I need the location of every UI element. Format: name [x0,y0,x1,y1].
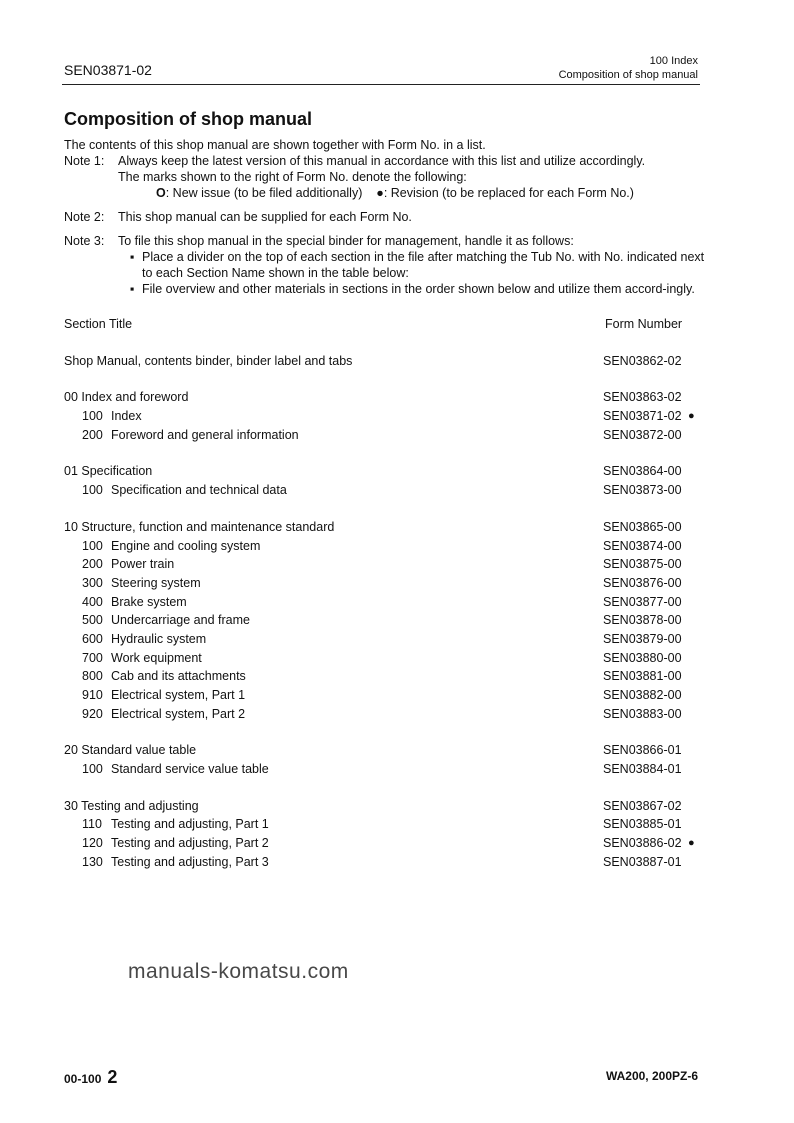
form-number: SEN03877-00 [603,594,682,609]
form-number: SEN03864-00 [603,464,682,479]
bullet-text: File overview and other materials in sections in the order shown below and utilize them accord-ingly. [142,282,695,296]
footer-code: 00-100 [64,1072,102,1086]
revision-mark-icon: ● [688,837,695,850]
form-number: SEN03885-01 [603,817,682,832]
note-text: This shop manual can be supplied for each Form No. [118,210,412,224]
table-row [64,611,704,630]
section-name: Work equipment [111,650,202,665]
section-title: 30 Testing and adjusting [64,798,199,813]
section-name: Engine and cooling system [111,538,261,553]
note-text: To file this shop manual in the special binder for management, handle it as follows: [118,234,574,248]
section-name: Foreword and general information [111,427,299,442]
form-number: SEN03879-00 [603,631,682,646]
section-title: 10 Structure, function and maintenance standard [64,519,335,534]
section-number: 110 [82,817,102,832]
intro-notes [64,137,706,297]
table-row [64,705,704,724]
table-row [64,537,704,556]
table-row [64,574,704,593]
section-name: Index [111,409,142,424]
note-text: The marks shown to the right of Form No. denote the following: [118,170,467,184]
section-number: 100 [82,409,103,424]
section-group [64,518,704,724]
form-number: SEN03881-00 [603,669,682,684]
form-number: SEN03886-02 [603,836,682,851]
new-issue-mark-icon: O [156,186,166,200]
section-title: 20 Standard value table [64,743,197,758]
section-group [64,462,704,499]
table-row [64,667,704,686]
section-number: 120 [82,836,103,851]
form-number: SEN03863-02 [603,390,682,405]
table-row [64,853,704,872]
section-group [64,741,704,778]
table-row [64,741,704,760]
table-row [64,630,704,649]
table-row [64,426,704,445]
form-number: SEN03867-02 [603,798,682,813]
section-title: 00 Index and foreword [64,390,189,405]
form-number: SEN03862-02 [603,353,682,368]
section-number: 600 [82,631,103,646]
page-content [64,137,706,872]
table-row [64,388,704,407]
section-number: 200 [82,427,103,442]
section-name: Specification and technical data [111,483,287,498]
form-number: SEN03887-01 [603,854,682,869]
note-text: Always keep the latest version of this manual in accordance with this list and utilize accordingly. [118,154,646,168]
table-row [64,407,704,426]
section-name: Testing and adjusting, Part 3 [111,854,269,869]
section-number: 500 [82,613,103,628]
section-number: 920 [82,706,103,721]
form-number: SEN03865-00 [603,519,682,534]
note-3 [64,233,706,297]
note-label: Note 2: [64,210,105,224]
table-row [64,352,704,371]
section-name: Steering system [111,575,201,590]
footer-page [64,1067,117,1088]
form-number: SEN03878-00 [603,613,682,628]
section-number: 130 [82,854,103,869]
intro-text: The contents of this shop manual are shown together with Form No. in a list. [64,138,486,152]
section-number: 300 [82,575,103,590]
form-number: SEN03884-01 [603,762,682,777]
section-name: Cab and its attachments [111,669,246,684]
table-row [64,518,704,537]
section-name: Electrical system, Part 1 [111,688,246,702]
section-title: Shop Manual, contents binder, binder label and tabs [64,353,353,368]
table-row [64,797,704,816]
section-number: 100 [82,483,103,498]
note-label: Note 3: [64,234,105,248]
page-title: Composition of shop manual [64,109,312,129]
section-number: 200 [82,557,103,572]
revision-mark-icon: ● [688,410,695,423]
section-name: Testing and adjusting, Part 1 [111,817,269,832]
mark-legend [118,185,706,201]
header-section-name: 100 Index [649,55,698,67]
section-group [64,388,704,444]
section-number: 100 [82,538,103,553]
new-issue-text: : New issue (to be filed additionally) [165,186,363,200]
table-row [64,481,704,500]
contents-table [64,315,704,872]
column-header-section: Section Title [64,317,133,331]
document-number: SEN03871-02 [64,62,152,78]
note-label: Note 1: [64,154,105,168]
form-number: SEN03871-02 [603,409,682,424]
section-group [64,797,704,872]
footer-model: WA200, 200PZ-6 [605,1069,698,1083]
form-number: SEN03866-01 [603,743,682,758]
section-group [64,352,704,371]
page-number: 2 [107,1067,118,1087]
section-name: Standard service value table [111,762,269,777]
table-row [64,462,704,481]
form-number: SEN03875-00 [603,557,682,572]
bullet-text: Place a divider on the top of each section in the file after matching the Tub No. with No. indicated next to each Section Name shown in the table below: [142,250,705,280]
form-number: SEN03873-00 [603,483,682,498]
section-name: Testing and adjusting, Part 2 [111,836,269,851]
table-row [64,593,704,612]
revision-mark-icon: ● [376,186,384,200]
section-number: 910 [82,688,103,702]
section-number: 100 [82,762,103,777]
bullet-icon: ▪ [130,250,135,264]
table-row [64,834,704,853]
revision-text: : Revision (to be replaced for each Form No.) [383,186,634,200]
section-title: 01 Specification [64,464,153,479]
form-number: SEN03874-00 [603,538,682,553]
note-1 [64,153,706,201]
table-row [64,760,704,779]
section-name: Hydraulic system [111,631,207,646]
table-row [64,686,704,705]
header-subtitle: Composition of shop manual [558,69,698,81]
table-row [64,555,704,574]
table-row [64,649,704,668]
form-number: SEN03872-00 [603,427,682,442]
form-number: SEN03883-00 [603,706,682,721]
table-header [64,315,704,334]
bullet-icon: ▪ [130,282,135,296]
form-number: SEN03876-00 [603,575,682,590]
header-divider [62,84,700,85]
form-number: SEN03880-00 [603,650,682,665]
section-number: 800 [82,669,103,684]
watermark: manuals-komatsu.com [128,960,349,983]
note-2 [64,209,706,225]
section-name: Power train [111,557,175,572]
form-number: SEN03882-00 [603,688,682,702]
section-number: 400 [82,594,103,609]
table-row [64,815,704,834]
header-section [559,54,698,82]
column-header-form: Form Number [605,317,683,331]
section-name: Electrical system, Part 2 [111,706,246,721]
section-name: Brake system [111,594,187,609]
section-name: Undercarriage and frame [111,613,250,628]
section-number: 700 [82,650,103,665]
